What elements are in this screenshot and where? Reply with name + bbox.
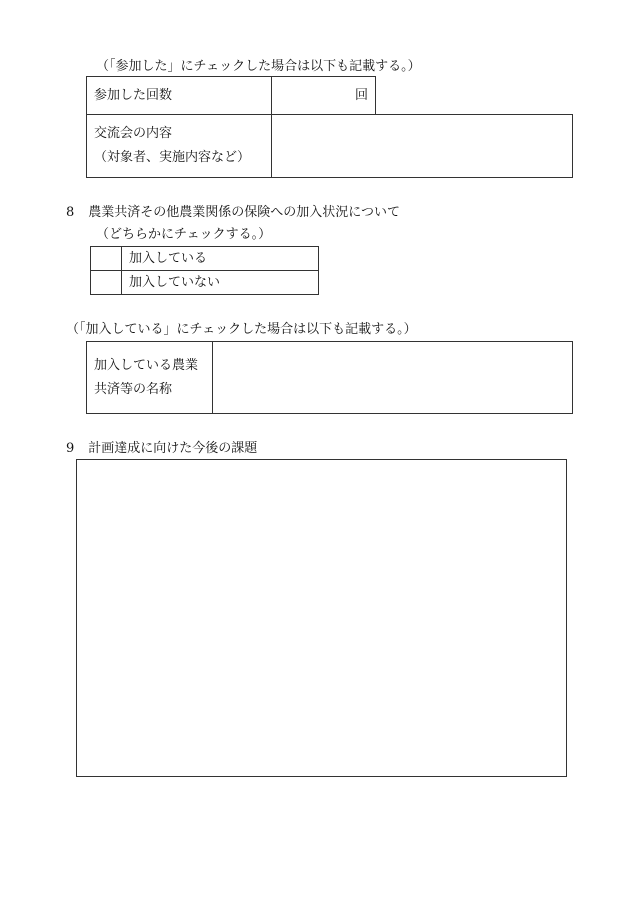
option-checkbox-not-enrolled[interactable] <box>91 271 122 295</box>
section9-number: 9 <box>66 441 75 456</box>
section8-note: （「加入している」にチェックした場合は以下も記載する。） <box>66 322 417 337</box>
participation-count-unit: 回 <box>354 88 368 103</box>
participation-content-label-line1: 交流会の内容 <box>94 126 173 141</box>
section9-title: 計画達成に向けた今後の課題 <box>88 441 258 456</box>
participation-content-table <box>86 114 573 178</box>
insurance-name-table <box>86 341 573 414</box>
section8-instruction: （どちらかにチェックする。） <box>96 227 272 242</box>
insurance-name-label-line2: 共済等の名称 <box>94 381 173 397</box>
section8-title: 農業共済その他農業関係の保険への加入状況について <box>88 205 401 220</box>
participation-count-field[interactable] <box>272 77 376 115</box>
section8-number: 8 <box>66 205 75 220</box>
option-label-not-enrolled: 加入していない <box>122 271 319 295</box>
option-checkbox-enrolled[interactable] <box>91 247 122 271</box>
section8-heading <box>66 206 400 219</box>
insurance-name-field[interactable] <box>213 342 573 414</box>
participation-content-label <box>87 115 272 178</box>
future-issues-field[interactable] <box>76 459 567 777</box>
participation-content-label-line2: （対象者、実施内容など） <box>94 150 251 165</box>
section9-heading <box>66 442 257 455</box>
participation-note: （「参加した」にチェックした場合は以下も記載する。） <box>96 59 421 74</box>
participation-count-table <box>86 76 376 115</box>
insurance-name-label-line1: 加入している農業 <box>94 357 199 373</box>
participation-content-field[interactable] <box>272 115 573 178</box>
insurance-name-label <box>87 342 213 414</box>
insurance-options-table <box>90 246 319 295</box>
participation-count-label: 参加した回数 <box>87 77 272 115</box>
option-label-enrolled: 加入している <box>122 247 319 271</box>
